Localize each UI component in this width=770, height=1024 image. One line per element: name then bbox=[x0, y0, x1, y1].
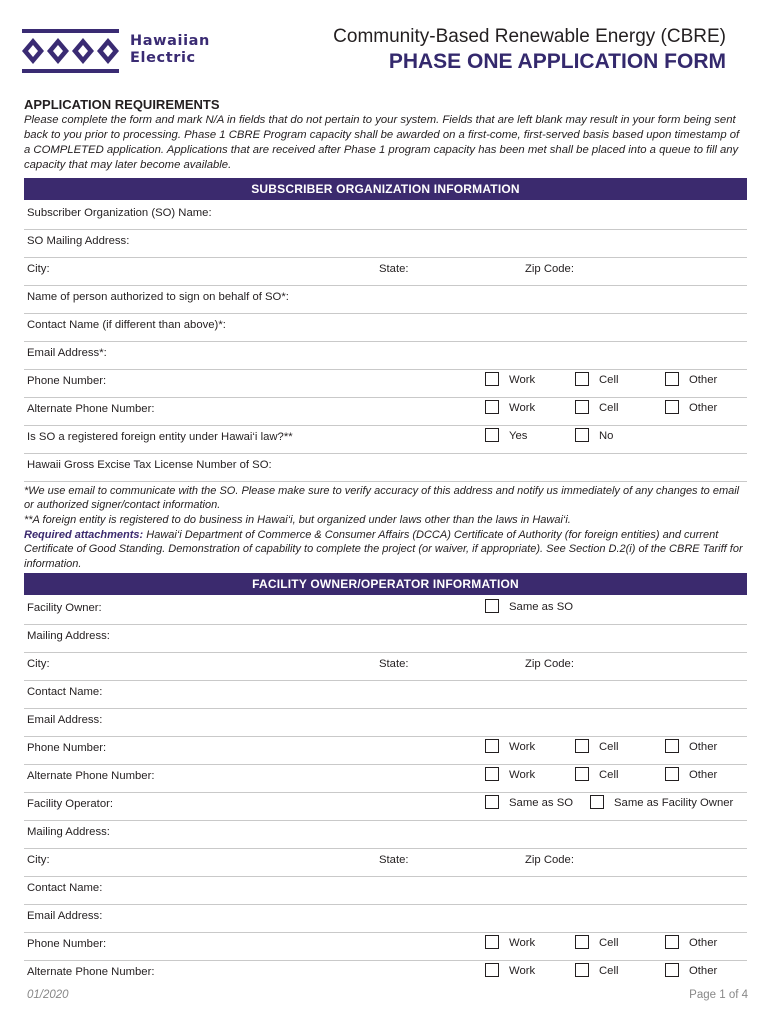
checkbox-icon[interactable] bbox=[485, 739, 499, 753]
so-mailing-label: SO Mailing Address: bbox=[27, 235, 130, 247]
so-contact-label: Contact Name (if different than above)*: bbox=[27, 319, 226, 331]
operator-mailing-address-field[interactable] bbox=[24, 820, 747, 849]
logo-text bbox=[130, 33, 210, 67]
so-foreign-label: Is SO a registered foreign entity under Hawai‘i law?** bbox=[27, 431, 293, 443]
checkbox-icon[interactable] bbox=[665, 935, 679, 949]
so-state-label: State: bbox=[379, 263, 409, 275]
checkbox-icon[interactable] bbox=[485, 767, 499, 781]
operator-alt-phone-label: Alternate Phone Number: bbox=[27, 966, 155, 978]
program-subtitle: Community-Based Renewable Energy (CBRE) bbox=[333, 26, 726, 47]
owner-city-state-zip-row[interactable] bbox=[24, 652, 747, 681]
logo-line1: Hawaiian bbox=[130, 33, 210, 49]
checkbox-icon[interactable] bbox=[485, 935, 499, 949]
so-alt-phone-label: Alternate Phone Number: bbox=[27, 403, 155, 415]
checkbox-icon[interactable] bbox=[485, 400, 499, 414]
checkbox-icon[interactable] bbox=[485, 963, 499, 977]
checkbox-icon[interactable] bbox=[485, 372, 499, 386]
so-alt-phone-row[interactable]: Alternate Phone Number: Work Cell Other bbox=[24, 397, 747, 426]
requirements-heading: APPLICATION REQUIREMENTS bbox=[24, 97, 220, 112]
facility-operator-label: Facility Operator: bbox=[27, 798, 114, 810]
checkbox-icon[interactable] bbox=[665, 963, 679, 977]
checkbox-icon[interactable] bbox=[575, 428, 589, 442]
subscriber-section-header: SUBSCRIBER ORGANIZATION INFORMATION bbox=[24, 178, 747, 200]
operator-zip-label: Zip Code: bbox=[525, 854, 574, 866]
so-email-label: Email Address*: bbox=[27, 347, 107, 359]
facility-owner-row[interactable]: Facility Owner: Same as SO bbox=[24, 596, 747, 625]
so-email-field[interactable] bbox=[24, 341, 747, 370]
operator-state-label: State: bbox=[379, 854, 409, 866]
so-authorized-signer-field[interactable] bbox=[24, 285, 747, 314]
operator-phone-row[interactable]: Phone Number: Work Cell Other bbox=[24, 932, 747, 961]
logo-mark-icon bbox=[22, 28, 122, 74]
email-note: *We use email to communicate with the SO. Please make sure to verify accuracy of this address and notify us immediately of any changes to email or authorized signer/contact information. bbox=[24, 485, 740, 512]
page-number: Page 1 of 4 bbox=[689, 989, 748, 1001]
owner-contact-name-field[interactable] bbox=[24, 680, 747, 709]
operator-city-state-zip-row[interactable] bbox=[24, 848, 747, 877]
checkbox-icon[interactable] bbox=[575, 963, 589, 977]
so-mailing-address-field[interactable] bbox=[24, 229, 747, 258]
form-revision-date: 01/2020 bbox=[27, 989, 69, 1001]
owner-mailing-address-field[interactable] bbox=[24, 624, 747, 653]
facility-owner-label: Facility Owner: bbox=[27, 602, 102, 614]
checkbox-icon[interactable] bbox=[575, 400, 589, 414]
owner-zip-label: Zip Code: bbox=[525, 658, 574, 670]
owner-phone-label: Phone Number: bbox=[27, 742, 107, 754]
checkbox-icon[interactable] bbox=[485, 599, 499, 613]
so-contact-name-field[interactable] bbox=[24, 313, 747, 342]
checkbox-icon[interactable] bbox=[590, 795, 604, 809]
owner-contact-label: Contact Name: bbox=[27, 686, 103, 698]
required-attachments-note bbox=[24, 528, 748, 571]
checkbox-icon[interactable] bbox=[665, 739, 679, 753]
so-foreign-entity-row[interactable]: Is SO a registered foreign entity under Hawai‘i law?** Yes No bbox=[24, 425, 747, 454]
checkbox-icon[interactable] bbox=[575, 935, 589, 949]
so-authorized-label: Name of person authorized to sign on behalf of SO*: bbox=[27, 291, 289, 303]
operator-phone-label: Phone Number: bbox=[27, 938, 107, 950]
checkbox-icon[interactable] bbox=[575, 767, 589, 781]
checkbox-icon[interactable] bbox=[665, 400, 679, 414]
so-zip-label: Zip Code: bbox=[525, 263, 574, 275]
owner-state-label: State: bbox=[379, 658, 409, 670]
so-city-label: City: bbox=[27, 263, 50, 275]
checkbox-icon[interactable] bbox=[665, 767, 679, 781]
owner-email-field[interactable] bbox=[24, 708, 747, 737]
page-header bbox=[0, 0, 770, 96]
checkbox-icon[interactable] bbox=[575, 739, 589, 753]
foreign-entity-note: **A foreign entity is registered to do business in Hawai‘i, but organized under laws other than the laws in Hawai‘i. bbox=[24, 514, 571, 526]
hawaiian-electric-logo bbox=[22, 28, 222, 74]
owner-phone-row[interactable]: Phone Number: Work Cell Other bbox=[24, 736, 747, 765]
operator-city-label: City: bbox=[27, 854, 50, 866]
checkbox-icon[interactable] bbox=[575, 372, 589, 386]
so-tax-label: Hawaii Gross Excise Tax License Number of SO: bbox=[27, 459, 272, 471]
so-phone-row[interactable]: Phone Number: Work Cell Other bbox=[24, 369, 747, 398]
owner-mailing-label: Mailing Address: bbox=[27, 630, 110, 642]
requirements-text: Please complete the form and mark N/A in fields that do not pertain to your system. Fields that are left blank may result in your form being sent back to you prior to processing. Phase 1 CBRE Program capacity shall be awarded on a first-come, first-served basis based upon timestamp of a COMPLETED application. Applications that are received after Phase 1 program capacity has been met shall be placed into a queue to fill any capacity that may later become available. bbox=[24, 114, 740, 171]
facility-operator-row[interactable]: Facility Operator: Same as SO Same as Facility Owner bbox=[24, 792, 747, 821]
operator-email-label: Email Address: bbox=[27, 910, 103, 922]
required-attachments-label: Required attachments: bbox=[24, 529, 144, 541]
operator-email-field[interactable] bbox=[24, 904, 747, 933]
owner-city-label: City: bbox=[27, 658, 50, 670]
operator-alt-phone-row[interactable]: Alternate Phone Number: Work Cell Other bbox=[27, 965, 718, 978]
owner-alt-phone-row[interactable]: Alternate Phone Number: Work Cell Other bbox=[24, 764, 747, 793]
form-title: PHASE ONE APPLICATION FORM bbox=[388, 50, 726, 73]
so-tax-license-field[interactable] bbox=[24, 453, 747, 482]
owner-email-label: Email Address: bbox=[27, 714, 103, 726]
so-city-state-zip-row[interactable] bbox=[24, 257, 747, 286]
so-phone-label: Phone Number: bbox=[27, 375, 107, 387]
owner-alt-phone-label: Alternate Phone Number: bbox=[27, 770, 155, 782]
operator-contact-name-field[interactable] bbox=[24, 876, 747, 905]
checkbox-icon[interactable] bbox=[665, 372, 679, 386]
facility-section-header: FACILITY OWNER/OPERATOR INFORMATION bbox=[24, 573, 747, 595]
logo-line2: Electric bbox=[130, 50, 196, 66]
operator-mailing-label: Mailing Address: bbox=[27, 826, 110, 838]
so-name-field[interactable] bbox=[24, 201, 747, 230]
checkbox-icon[interactable] bbox=[485, 428, 499, 442]
so-name-label: Subscriber Organization (SO) Name: bbox=[27, 207, 212, 219]
required-attachments-text: Hawai‘i Department of Commerce & Consumer Affairs (DCCA) Certificate of Authority (for foreign entities) and current Certificate of Good Standing. Demonstration of capability to complete the project (or waiver, if appropriate). See Section D.2(i) of the CBRE Tariff for information. bbox=[24, 529, 743, 570]
checkbox-icon[interactable] bbox=[485, 795, 499, 809]
operator-contact-label: Contact Name: bbox=[27, 882, 103, 894]
